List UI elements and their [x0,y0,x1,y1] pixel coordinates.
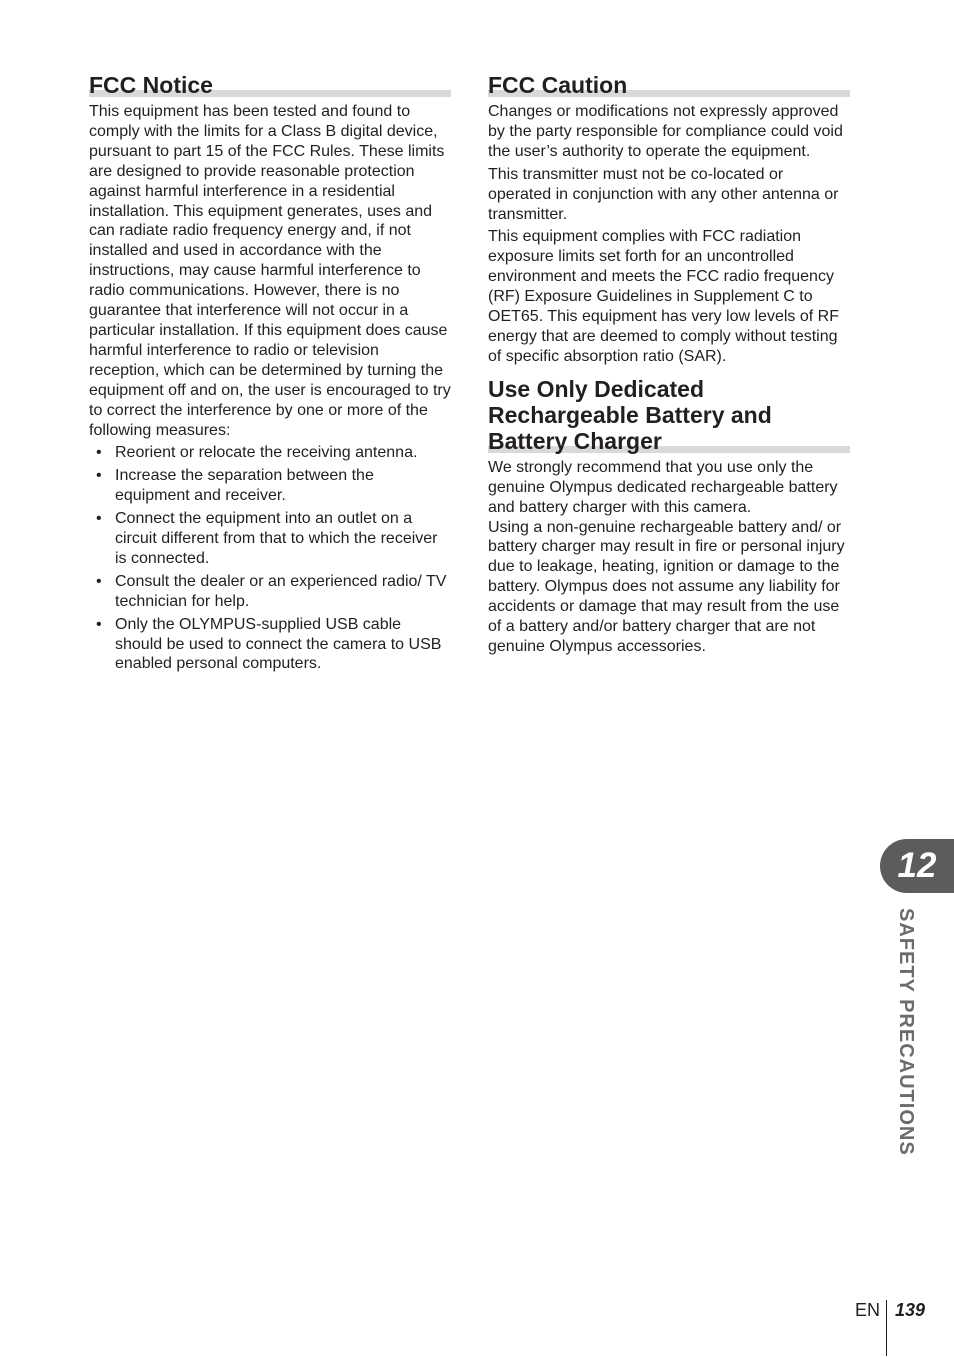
fcc-caution-paragraph: This equipment complies with FCC radiation exposure limits set forth for an uncontrolled environment and meets the FCC radio frequency (RF) Exposure Guidelines in Supplement C to OET65. This equipment has very low levels of RF energy that are deemed to comply without testing of specific absorption ratio (SAR). [488,228,839,365]
list-item: • Increase the separation between the equipment and receiver. [96,467,374,505]
battery-heading-line: Battery Charger [488,427,662,454]
battery-heading [488,376,850,454]
chapter-title: SAFETY PRECAUTIONS [895,908,917,1156]
bullet-icon: • [96,572,102,590]
bullet-icon: • [96,510,102,528]
fcc-notice-paragraph: This equipment has been tested and found to comply with the limits for a Class B digital device, pursuant to part 15 of the FCC Rules. These limits are designed to provide reasonable protection against harmful interference in a residential installation. This equipment generates, uses and can radiate radio frequency energy and, if not installed and used in accordance with the instructions, may cause harmful interference to radio communications. However, there is no guarantee that interference will not occur in a particular installation. If this equipment does cause harmful interference to radio or television reception, which can be determined by turning the equipment off and on, the user is encouraged to try to correct the interference by one or more of the following measures: [89,103,451,439]
list-item: • Only the OLYMPUS-supplied USB cable should be used to connect the camera to USB enabled personal computers. [96,615,442,673]
battery-heading-line: Rechargeable Battery and [488,401,772,428]
chapter-number: 12 [897,846,937,885]
fcc-caution-paragraph: This transmitter must not be co-located or operated in conjunction with any other antenna or transmitter. [488,165,839,223]
bullet-icon: • [96,615,102,633]
fcc-caution-paragraph: Changes or modifications not expressly approved by the party responsible for compliance could void the user’s authority to operate the equipment. [488,103,843,160]
fcc-notice-measures-list [89,443,451,674]
page-number: 139 [895,1300,926,1320]
battery-heading-line: Use Only Dedicated [488,375,705,402]
list-item: • Reorient or relocate the receiving antenna. [96,444,418,462]
language-label: EN [855,1300,881,1320]
footer-divider [886,1300,887,1356]
right-column [488,72,850,660]
fcc-notice-heading: FCC Notice [89,72,451,98]
bullet-icon: • [96,467,102,485]
battery-paragraph: Using a non-genuine rechargeable battery and/ or battery charger may result in fire or personal injury due to leakage, heating, ignition or damage to the battery. Olympus does not assume any liability for accidents or damage that may result from the use of a battery and/or battery charger that are not genuine Olympus accessories. [488,518,845,655]
list-item: • Connect the equipment into an outlet on a circuit different from that to which the receiver is connected. [96,510,438,567]
bullet-icon: • [96,444,102,462]
fcc-caution-heading: FCC Caution [488,72,850,98]
list-item: • Consult the dealer or an experienced radio/ TV technician for help. [96,572,447,610]
left-column [89,72,451,677]
battery-paragraph: We strongly recommend that you use only the genuine Olympus dedicated rechargeable battery and battery charger with this camera. [488,458,838,516]
